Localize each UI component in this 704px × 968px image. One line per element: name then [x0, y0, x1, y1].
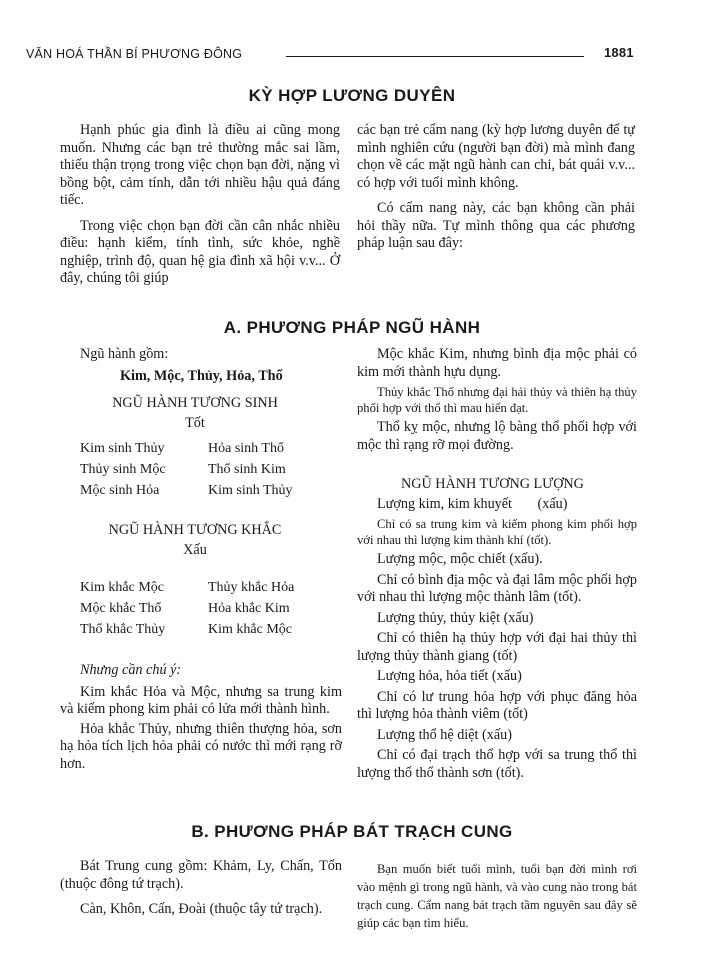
intro-paragraph-4: Có cẩm nang này, các bạn không cần phải hỏi thầy nữa. Tự mình thông qua các phương pháp luận sau đây:: [357, 200, 635, 251]
running-title: VĂN HOÁ THẦN BÍ PHƯƠNG ĐÔNG: [26, 47, 243, 61]
tuong-luong-note: Chỉ có đại trạch thổ hợp với sa trung thổ thì lượng thổ thổ thành sơn (tốt).: [357, 747, 637, 781]
tuong-luong-heading: NGŨ HÀNH TƯƠNG LƯỢNG: [401, 476, 584, 492]
bat-trach-paragraph-1: Bát Trung cung gồm: Khảm, Ly, Chấn, Tốn (thuộc đông tứ trạch).: [60, 858, 342, 892]
intro-paragraph-1: Hạnh phúc gia đình là điều ai cũng mong muốn. Nhưng các bạn trẻ thường mắc sai lầm, thiếu thận trọng trong việc chọn bạn đời, nặng vì bồng bột, cảm tính, dẫn tới nhiều hậu quả đáng tiếc.: [60, 122, 340, 208]
header-rule: [286, 56, 584, 57]
table-cell: Kim sinh Thủy: [208, 483, 293, 498]
table-cell: Kim sinh Thủy: [80, 441, 165, 456]
tuong-luong-item: Lượng thủy, thủy kiệt (xấu): [377, 609, 534, 626]
khac-exception-1: Mộc khắc Kim, nhưng bình địa mộc phải có kim mới thành hựu dụng.: [357, 346, 637, 380]
tuong-luong-item: Lượng mộc, mộc chiết (xấu).: [377, 551, 543, 567]
note-paragraph-2: Hỏa khắc Thủy, nhưng thiên thượng hỏa, sơn hạ hỏa tích lịch hỏa phải có nước thì mới rạng rỡ hơn.: [60, 720, 342, 772]
section-a-title: A. PHƯƠNG PHÁP NGŨ HÀNH: [223, 318, 481, 337]
section-a-left-column: [80, 346, 340, 639]
tuong-luong-item: Lượng thổ hệ diệt (xấu): [377, 726, 512, 743]
bat-trach-paragraph-2: Càn, Khôn, Cấn, Đoài (thuộc tây tứ trạch).: [80, 901, 323, 917]
tuong-luong-note: Chỉ có sa trung kim và kiếm phong kim phối hợp với nhau thì lượng kim thành khí (tốt).: [357, 517, 637, 547]
tuong-luong-item: [377, 496, 637, 514]
table-cell: Thủy sinh Mộc: [80, 462, 166, 477]
page-number: 1881: [604, 45, 634, 60]
table-cell: Thủy khắc Hỏa: [208, 580, 295, 595]
tuong-luong-item: Lượng hỏa, hỏa tiết (xấu): [377, 668, 522, 684]
page-title: KỲ HỢP LƯƠNG DUYÊN: [248, 86, 456, 105]
tuong-sinh-heading: NGŨ HÀNH TƯƠNG SINH: [112, 395, 278, 411]
note-paragraph-1: Kim khắc Hỏa và Mộc, nhưng sa trung kim và kiếm phong kim phải có lửa mới thành hình.: [60, 683, 342, 717]
note-heading: Nhưng cần chú ý:: [80, 662, 182, 678]
tuong-sinh-note: Tốt: [185, 414, 205, 431]
elements-intro: Ngũ hành gồm:: [80, 346, 169, 362]
table-cell: Thổ khắc Thủy: [80, 622, 166, 637]
table-cell: Kim khắc Mộc: [208, 622, 292, 637]
bat-trach-paragraph-3: Bạn muốn biết tuổi mình, tuổi bạn đời mình rơi vào mệnh gì trong ngũ hành, và vào cung nào trong bát trạch cung. Cẩm nang bát trạch tầm nguyên sau đây sẽ giúp các bạn tìm hiểu.: [357, 862, 637, 930]
table-cell: Thổ sinh Kim: [208, 462, 286, 477]
tuong-khac-note: Xấu: [183, 541, 207, 558]
khac-exception-3: Thổ kỵ mộc, nhưng lộ bàng thổ phối hợp với mộc thì rạng rỡ mọi đường.: [357, 419, 637, 453]
table-cell: Hỏa khắc Kim: [208, 601, 290, 616]
tuong-luong-item-text: Lượng kim, kim khuyết: [377, 495, 512, 512]
section-b-right-column: [357, 860, 637, 932]
intro-left-column: [60, 122, 340, 288]
table-cell: Mộc khắc Thổ: [80, 601, 162, 616]
section-b-left-column: [60, 858, 342, 919]
tuong-sinh-table: [80, 440, 340, 500]
section-a-right-column: [357, 346, 637, 782]
tuong-luong-item-tag: (xấu): [537, 495, 568, 512]
tuong-luong-note: Chỉ có lư trung hỏa hợp với phục đăng hỏa thì lượng hỏa thành viêm (tốt): [357, 688, 637, 722]
khac-exception-2: Thủy khắc Thổ nhưng đại hải thủy và thiên hạ thủy phối hợp với thổ thì mau hiển đạt.: [357, 385, 637, 415]
table-cell: Mộc sinh Hỏa: [80, 483, 160, 498]
tuong-luong-note: Chỉ có thiên hạ thủy hợp với đại hai thủy thì lượng thủy thành giang (tốt): [357, 630, 637, 664]
section-b-title: B. PHƯƠNG PHÁP BÁT TRẠCH CUNG: [191, 822, 513, 841]
tuong-khac-heading: NGŨ HÀNH TƯƠNG KHẮC: [108, 522, 282, 538]
section-a-notes: [60, 662, 342, 773]
intro-paragraph-3: các bạn trẻ cẩm nang (kỳ hợp lương duyên để tự mình nghiên cứu (người bạn đời) mà mình đang chọn về các mặt ngũ hành can chi, bát quái v.v... có hợp với tuổi mình không.: [357, 122, 635, 191]
tuong-luong-note: Chỉ có bình địa mộc và đại lâm mộc phối hợp với nhau thì lượng mộc thành lâm (tốt).: [357, 571, 637, 605]
intro-paragraph-2: Trong việc chọn bạn đời cần cân nhắc nhiều điều: hạnh kiểm, tính tình, sức khỏe, nghề nghiệp, trình độ, quan hệ gia đình xã hội v.v... Ở đây, chúng tôi giúp: [60, 217, 340, 286]
tuong-khac-table: [80, 579, 340, 639]
intro-right-column: [357, 122, 635, 253]
table-cell: Hỏa sinh Thổ: [208, 441, 284, 456]
elements-list: Kim, Mộc, Thủy, Hỏa, Thổ: [120, 367, 283, 384]
table-cell: Kim khắc Mộc: [80, 580, 164, 595]
